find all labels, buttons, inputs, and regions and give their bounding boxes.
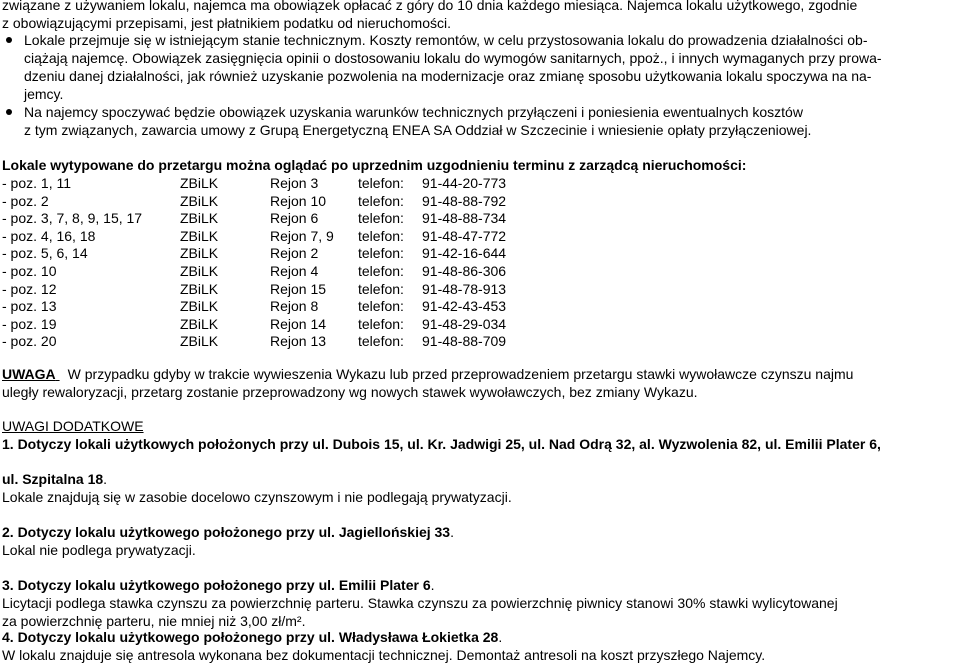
note-1-title-line-1: 1. Dotyczy lokali użytkowych położonych przy ul. Dubois 15, ul. Kr. Jadwigi 25, ul. Nad Odrą 32, al. Wyzwolenia 82, ul. Emilii Plater 6, (2, 436, 881, 452)
note-3-body-line-1: Licytacji podlega stawka czynszu za powierzchnię parteru. Stawka czynszu za powierzchnię piwnicy stanowi 30% stawki wylicytowanej (2, 595, 838, 611)
bullet-2-line-2: z tym związanych, zawarcia umowy z Grupą Energetyczną ENEA SA Oddział w Szczecinie i wniesienie opłaty przyłączeniowej. (24, 122, 812, 138)
contact-tel-label: telefon: (358, 263, 404, 279)
uwaga-label: UWAGA (2, 366, 56, 382)
note-1-title-line-2 (2, 471, 107, 488)
contact-phone: 91-48-88-709 (422, 333, 507, 350)
bullet-1-line-2: ciążają najemcę. Obowiązek zasięgnięcia opinii o dostosowaniu lokalu do wymogów sanitarnych, ppoż., i innych wymaganych przy prowa- (24, 50, 882, 66)
contact-tel-label: telefon: (358, 315, 404, 332)
table-row (2, 333, 702, 350)
note-4-title: 4. Dotyczy lokalu użytkowego położonego przy ul. Władysława Łokietka 28 (2, 629, 499, 645)
contact-rejon: Rejon 15 (270, 280, 327, 297)
contact-poz: - poz. 20 (2, 333, 57, 350)
contact-unit: ZBiLK (180, 298, 219, 315)
contact-rejon: Rejon 10 (270, 192, 327, 209)
contact-phone: 91-48-29-034 (422, 315, 507, 332)
contact-unit: ZBiLK (180, 280, 219, 297)
contact-tel-label: telefon: (358, 298, 404, 315)
contact-rejon: Rejon 7, 9 (270, 227, 334, 244)
bullet-icon (6, 37, 12, 43)
contact-rejon: Rejon 4 (270, 263, 319, 279)
note-2-title-line (2, 524, 454, 541)
contact-unit: ZBiLK (180, 175, 219, 191)
table-row (2, 210, 702, 227)
contact-phone: 91-44-20-773 (422, 175, 507, 191)
contact-poz: - poz. 5, 6, 14 (2, 245, 88, 262)
bullet-1-line-1: Lokale przejmuje się w istniejącym stanie technicznym. Koszty remontów, w celu przystosowania lokalu do prowadzenia działalności ob- (24, 32, 868, 48)
contact-phone: 91-48-88-792 (422, 192, 507, 209)
bullet-2-line-1: Na najemcy spoczywać będzie obowiązek uzyskania warunków technicznych przyłączeni i poniesienia ewentualnych kosztów (24, 104, 803, 120)
contact-poz: - poz. 2 (2, 192, 49, 209)
contact-rejon: Rejon 8 (270, 298, 319, 315)
intro-line-2: z obowiązującymi przepisami, jest płatnikiem podatku od nieruchomości. (2, 15, 451, 31)
contact-poz: - poz. 1, 11 (2, 175, 72, 191)
contact-rejon: Rejon 3 (270, 175, 319, 191)
note-2-title-suffix: . (450, 524, 454, 540)
note-3-title-suffix: . (430, 577, 435, 593)
contact-phone: 91-48-78-913 (422, 280, 507, 297)
contact-tel-label: telefon: (358, 227, 404, 244)
uwaga-text-1: W przypadku gdyby w trakcie wywieszenia Wykazu lub przed przeprowadzeniem przetargu stawki wywoławcze czynszu najmu (67, 366, 854, 382)
note-4-title-suffix: . (498, 629, 503, 645)
uwagi-dodatkowe-heading: UWAGI DODATKOWE (2, 418, 144, 434)
contact-rejon: Rejon 2 (270, 245, 319, 262)
contact-unit: ZBiLK (180, 333, 219, 350)
contact-phone: 91-48-88-734 (422, 210, 507, 227)
contact-tel-label: telefon: (358, 175, 404, 191)
note-1-body: Lokale znajdują się w zasobie docelowo czynszowym i nie podlegają prywatyzacji. (2, 489, 512, 505)
table-row (2, 193, 702, 210)
note-2-title: 2. Dotyczy lokalu użytkowego położonego przy ul. Jagiellońskiej 33 (2, 524, 451, 540)
uwaga-underline-gap (56, 366, 68, 383)
contact-tel-label: telefon: (358, 280, 404, 297)
contact-unit: ZBiLK (180, 263, 219, 279)
note-1-title-street: ul. Szpitalna 18 (2, 471, 104, 487)
contact-rejon: Rejon 14 (270, 315, 327, 332)
table-row (2, 263, 702, 280)
contact-unit: ZBiLK (180, 227, 219, 244)
note-3-body-line-2: za powierzchnię parteru, nie mniej niż 3,00 zł/m². (2, 613, 306, 629)
note-4-body: W lokalu znajduje się antresola wykonana bez dokumentacji technicznej. Demontaż antresoli na koszt przyszłego Najemcy. (2, 647, 766, 663)
viewing-heading: Lokale wytypowane do przetargu można oglądać po uprzednim uzgodnieniu terminu z zarządcą nieruchomości: (2, 157, 747, 173)
note-3-title: 3. Dotyczy lokalu użytkowego położonego przy ul. Emilii Plater 6 (2, 577, 431, 593)
contact-poz: - poz. 19 (2, 315, 57, 332)
contact-poz: - poz. 13 (2, 298, 57, 315)
contact-unit: ZBiLK (180, 192, 219, 209)
contact-poz: - poz. 12 (2, 280, 57, 297)
contact-phone: 91-42-43-453 (422, 298, 507, 315)
contact-unit: ZBiLK (180, 315, 219, 332)
table-row (2, 298, 702, 315)
contact-tel-label: telefon: (358, 192, 404, 209)
contact-poz: - poz. 3, 7, 8, 9, 15, 17 (2, 210, 143, 227)
contact-rejon: Rejon 6 (270, 210, 319, 227)
uwaga-paragraph-line-1 (2, 366, 853, 383)
contact-tel-label: telefon: (358, 245, 404, 262)
note-4-title-line (2, 629, 502, 646)
note-3-title-line (2, 577, 435, 594)
bullet-1-line-4: jemcy. (24, 86, 64, 102)
note-2-body: Lokal nie podlega prywatyzacji. (2, 542, 196, 558)
contacts-table (2, 175, 702, 355)
contact-unit: ZBiLK (180, 245, 219, 262)
uwaga-text-2: uległy rewaloryzacji, przetarg zostanie przeprowadzony wg nowych stawek wywoławczych, bez zmiany Wykazu. (2, 384, 698, 400)
table-row (2, 281, 702, 298)
table-row (2, 316, 702, 333)
contact-phone: 91-42-16-644 (422, 245, 507, 262)
intro-line-1: związane z używaniem lokalu, najemca ma obowiązek opłacać z góry do 10 dnia każdego miesiąca. Najemca lokalu użytkowego, zgodnie (2, 0, 858, 13)
table-row (2, 245, 702, 262)
bullet-icon (6, 109, 12, 115)
contact-poz: - poz. 4, 16, 18 (2, 227, 96, 244)
contact-phone: 91-48-47-772 (422, 227, 507, 244)
contact-poz: - poz. 10 (2, 263, 57, 279)
table-row (2, 228, 702, 245)
contact-unit: ZBiLK (180, 210, 219, 227)
contact-tel-label: telefon: (358, 333, 404, 350)
note-1-title-suffix: . (103, 471, 108, 487)
contact-phone: 91-48-86-306 (422, 263, 507, 279)
bullet-1-line-3: dzeniu danej działalności, jak również uzyskanie pozwolenia na modernizacje oraz zmianę sposobu użytkowania lokalu spoczywa na na- (24, 68, 872, 84)
contact-tel-label: telefon: (358, 210, 404, 227)
table-row (2, 175, 702, 192)
contact-rejon: Rejon 13 (270, 333, 327, 350)
